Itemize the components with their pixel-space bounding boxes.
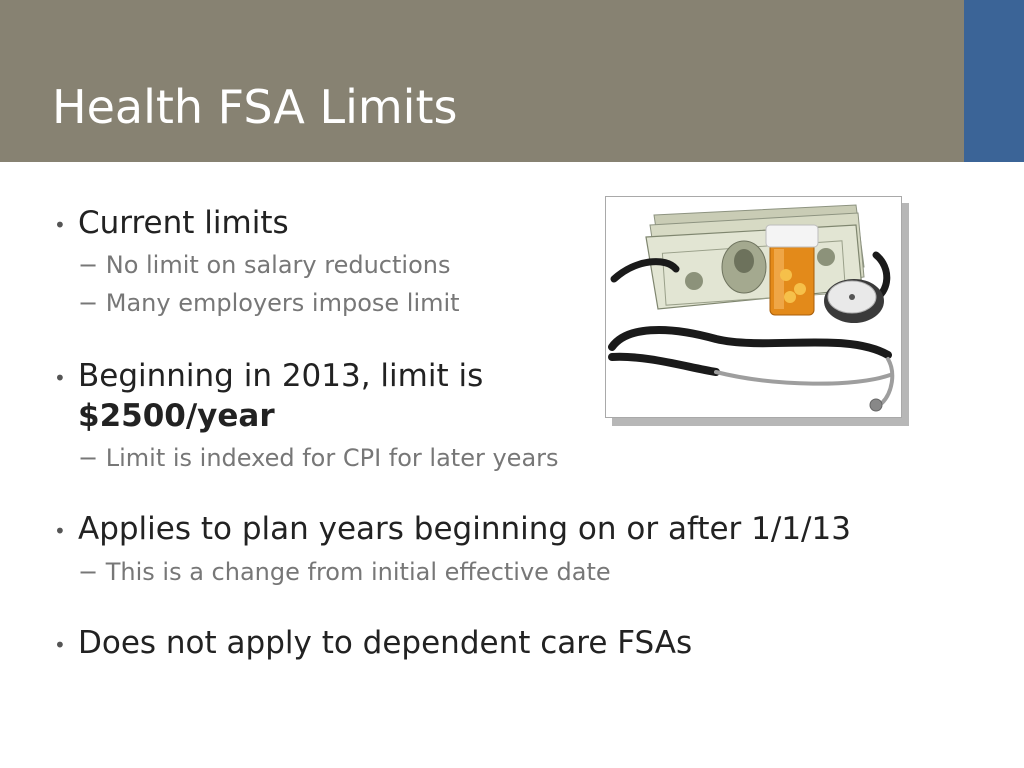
sub-dash: −: [78, 558, 99, 586]
bullet-dot: •: [54, 366, 66, 390]
pill-bottle-icon: [766, 225, 818, 315]
sub-dash: −: [78, 251, 99, 279]
sub-text: Limit is indexed for CPI for later years: [105, 444, 559, 472]
sub-bullet: [78, 443, 559, 473]
sub-dash: −: [78, 444, 99, 472]
limit-amount: $2500/year: [78, 398, 275, 434]
stethoscope-chestpiece-icon: [824, 279, 884, 323]
sub-bullet: [78, 288, 460, 318]
sub-text: No limit on salary reductions: [105, 251, 451, 279]
sub-bullet: [78, 250, 450, 280]
photo-illustration: [606, 197, 901, 417]
sub-text: Many employers impose limit: [105, 289, 460, 317]
bullet-text: Beginning in 2013, limit is: [78, 358, 484, 394]
sub-dash: −: [78, 289, 99, 317]
bullet-text: Does not apply to dependent care FSAs: [78, 625, 693, 661]
bullet-text: Applies to plan years beginning on or after 1/1/13: [78, 511, 851, 547]
sub-bullet: [78, 557, 611, 587]
accent-bar: [964, 0, 1024, 162]
bullet-dot: •: [54, 633, 66, 657]
bullet-dot: •: [54, 519, 66, 543]
bullet-text: Current limits: [78, 205, 289, 241]
money-pills-stethoscope-photo: [605, 196, 902, 418]
sub-text: This is a change from initial effective date: [105, 558, 611, 586]
slide-title: Health FSA Limits: [52, 80, 458, 134]
bullet-dot: •: [54, 213, 66, 237]
